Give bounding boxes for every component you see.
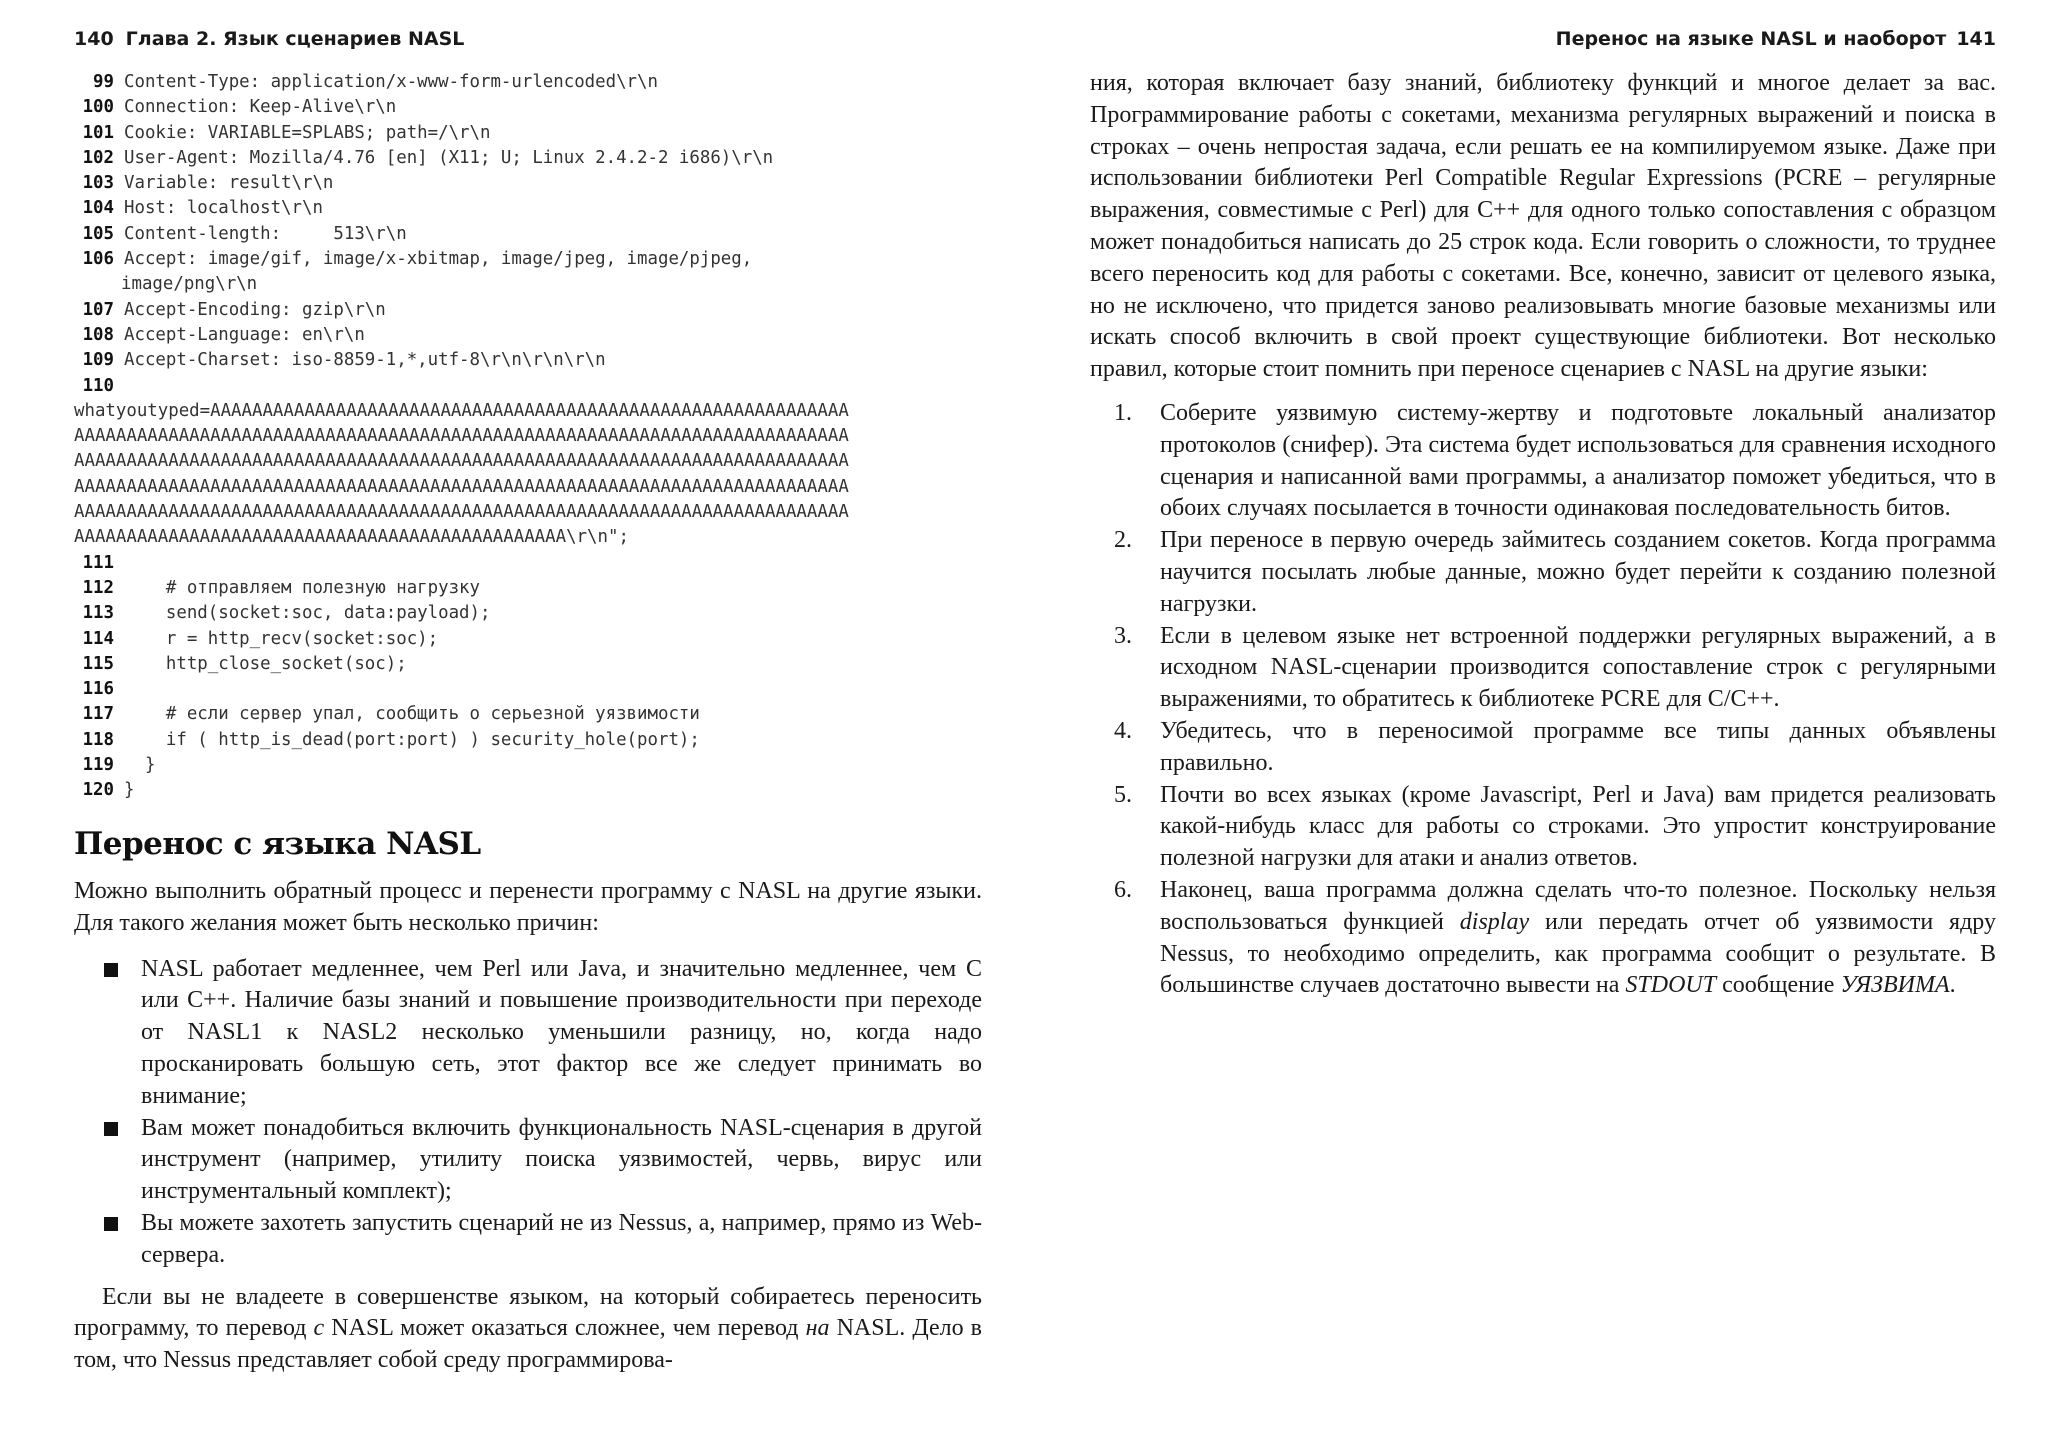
left-chapter-title: Глава 2. Язык сценариев NASL <box>125 28 465 50</box>
code-text: } <box>124 755 156 776</box>
list-item <box>74 954 982 1113</box>
code-line <box>74 702 994 727</box>
code-line <box>74 70 994 95</box>
list-item-text: Почти во всех языках (кроме Javascript, Perl и Java) вам придется реализовать какой-нибудь класс для работы со строками. Это упростит конструирование полезной нагрузки для атаки и анализ ответов. <box>1160 781 1996 872</box>
line-number: 103 <box>82 173 114 194</box>
list-item <box>1090 780 1996 875</box>
list-item <box>1090 716 1996 780</box>
right-body <box>1090 68 1996 1002</box>
line-number: 120 <box>82 780 114 801</box>
square-bullet-icon <box>104 1122 118 1136</box>
line-number: 104 <box>82 198 114 219</box>
code-line <box>74 323 994 348</box>
line-number: 99 <box>93 72 114 92</box>
list-item-text: Вам может понадобиться включить функциональность NASL-сценария в другой инструмент (например, утилиту поиска уязвимостей, червь, вирус или инструментальный комплект); <box>141 1114 982 1205</box>
code-line <box>74 348 994 373</box>
code-line: AAAAAAAAAAAAAAAAAAAAAAAAAAAAAAAAAAAAAAAAAAAAAAA\r\n"; <box>74 527 629 548</box>
list-number: 6. <box>1114 876 1132 903</box>
code-text: Accept-Encoding: gzip\r\n <box>124 299 386 320</box>
line-number: 111 <box>82 552 114 573</box>
list-item <box>1090 621 1996 716</box>
code-line: image/png\r\n <box>121 274 258 295</box>
list-item <box>1090 525 1996 620</box>
closing-paragraph <box>74 1282 982 1377</box>
line-number: 107 <box>82 299 114 320</box>
left-running-head <box>74 28 982 58</box>
code-tail <box>74 551 994 804</box>
code-line <box>74 652 994 677</box>
code-line: AAAAAAAAAAAAAAAAAAAAAAAAAAAAAAAAAAAAAAAAAAAAAAAAAAAAAAAAAAAAAAAAAAAAAAAAAA <box>74 502 849 523</box>
emphasis: на <box>805 1315 830 1342</box>
list-item-text: Убедитесь, что в переносимой программе все типы данных объявлены правильно. <box>1160 717 1996 776</box>
code-line <box>74 121 994 146</box>
emphasis: с <box>313 1315 325 1342</box>
code-text: Accept-Charset: iso-8859-1,*,utf-8\r\n\r\n\r\n <box>124 350 606 371</box>
line-number: 112 <box>82 577 114 598</box>
line-number: 117 <box>82 704 114 725</box>
left-page <box>74 0 982 1447</box>
line-number: 116 <box>82 679 114 700</box>
emphasis: STDOUT <box>1625 972 1717 999</box>
code-line <box>74 753 994 778</box>
code-text: r = http_recv(socket:soc); <box>124 628 439 649</box>
section-title: Перенос с языка NASL <box>74 826 481 862</box>
emphasis: display <box>1459 908 1530 935</box>
list-item-text: Если в целевом языке нет встроенной поддержки регулярных выражений, а в исходном NASL-сценарии производится сопоставление строк с регулярными выражениями, то обратитесь к библиотеке PCRE для C/C++. <box>1160 622 1996 713</box>
line-number: 118 <box>82 729 114 750</box>
porting-rules-list <box>1090 398 1996 1002</box>
right-page-number: 141 <box>1956 28 1996 50</box>
code-head <box>74 70 994 399</box>
code-line <box>74 551 994 576</box>
reasons-list <box>74 954 982 1272</box>
line-number: 114 <box>82 628 114 649</box>
list-item <box>1090 875 1996 1002</box>
code-payload-string <box>74 399 994 551</box>
code-text: Content-Type: application/x-www-form-urlencoded\r\n <box>124 72 658 92</box>
list-item-text: NASL работает медленнее, чем Perl или Java, и значительно медленнее, чем C или C++. Наличие базы знаний и повышение производительности при переходе от NASL1 к NASL2 несколько уменьшили разницу, но, когда надо просканировать большую сеть, этот фактор все же следует принимать во внимание; <box>141 955 982 1109</box>
code-line <box>74 374 994 399</box>
continued-paragraph: ния, которая включает базу знаний, библиотеку функций и многое делает за вас. Программирование работы с сокетами, механизма регулярных выражений и поиска в строках – очень непростая задача, если решать ее на компилируемом языке. Даже при использовании библиотеки Perl Compatible Regular Expressions (PCRE – регулярные выражения, совместимые с Perl) для C++ для одного только сопоставления с образцом может понадобиться написать до 25 строк кода. Если говорить о сложности, то труднее всего переносить код для работы с сокетами. Все, конечно, зависит от целевого языка, но не исключено, что придется заново реализовывать многие базовые механизмы или искать способ включить в свой проект существующие библиотеки. Вот несколько правил, которые стоит помнить при переносе сценариев с NASL на другие языки: <box>1090 70 1996 383</box>
code-line <box>74 601 994 626</box>
code-line <box>74 627 994 652</box>
list-item <box>74 1113 982 1208</box>
right-running-head <box>1090 28 1996 58</box>
code-line <box>74 222 994 247</box>
code-text: Host: localhost\r\n <box>124 198 323 219</box>
code-text: Variable: result\r\n <box>124 173 334 194</box>
code-line <box>74 778 994 803</box>
code-text: if ( http_is_dead(port:port) ) security_hole(port); <box>124 729 700 750</box>
code-text: # если сервер упал, сообщить о серьезной уязвимости <box>124 704 700 725</box>
list-item-text: При переносе в первую очередь займитесь созданием сокетов. Когда программа научится посылать любые данные, можно будет перейти к созданию полезной нагрузки. <box>1160 527 1996 617</box>
right-page <box>1090 0 1996 1447</box>
code-line <box>74 247 994 272</box>
code-text: Content-length: 513\r\n <box>124 223 407 244</box>
list-number: 4. <box>1114 717 1132 744</box>
line-number: 100 <box>82 97 114 118</box>
right-section-title: Перенос на языке NASL и наоборот <box>1555 28 1947 50</box>
code-text: Connection: Keep-Alive\r\n <box>124 97 397 118</box>
line-number: 102 <box>82 147 114 168</box>
text-run: сообщение <box>1716 972 1841 999</box>
intro-paragraph: Можно выполнить обратный процесс и перенести программу с NASL на другие языки. Для такого желания может быть несколько причин: <box>74 878 982 936</box>
code-text: send(socket:soc, data:payload); <box>124 603 491 624</box>
list-item-text: Вы можете захотеть запустить сценарий не из Nessus, а, например, прямо из Web-сервера. <box>141 1209 982 1268</box>
line-number: 113 <box>82 603 114 624</box>
code-line: AAAAAAAAAAAAAAAAAAAAAAAAAAAAAAAAAAAAAAAAAAAAAAAAAAAAAAAAAAAAAAAAAAAAAAAAAA <box>74 451 849 472</box>
square-bullet-icon <box>104 963 118 977</box>
text-run: NASL может оказаться сложнее, чем перевод <box>324 1315 806 1342</box>
code-line <box>74 146 994 171</box>
list-number: 2. <box>1114 527 1132 554</box>
line-number: 108 <box>82 324 114 345</box>
line-number: 101 <box>82 122 114 143</box>
code-line <box>74 728 994 753</box>
list-item <box>1090 398 1996 525</box>
code-text: User-Agent: Mozilla/4.76 [en] (X11; U; Linux 2.4.2-2 i686)\r\n <box>124 147 774 168</box>
code-line <box>74 196 994 221</box>
list-number: 3. <box>1114 622 1132 649</box>
code-line <box>74 576 994 601</box>
code-line <box>74 95 994 120</box>
left-page-number: 140 <box>74 28 114 50</box>
code-line: whatyoutyped=AAAAAAAAAAAAAAAAAAAAAAAAAAAAAAAAAAAAAAAAAAAAAAAAAAAAAAAAAAAAA <box>74 400 849 421</box>
text-run: NASL. Дело в том, что Nessus представляет собой среду программирова- <box>74 1315 983 1374</box>
list-item-text: Соберите уязвимую систему-жертву и подготовьте локальный анализатор протоколов (снифер). Эта система будет использоваться для сравнения исходного сценария и написанной вами программы, а анализатор поможет убедиться, что в обоих случаях посылается в точности одинаковая последовательность битов. <box>1160 399 1996 522</box>
line-number: 109 <box>82 350 114 371</box>
text-run: . <box>1949 972 1956 999</box>
code-line <box>74 171 994 196</box>
code-line: AAAAAAAAAAAAAAAAAAAAAAAAAAAAAAAAAAAAAAAAAAAAAAAAAAAAAAAAAAAAAAAAAAAAAAAAAA <box>74 476 849 497</box>
text-run: или передать отчет об уязвимости ядру Nessus, то необходимо определить, как программа сообщит о результате. В большинстве случаев достаточно вывести на <box>1160 908 1996 999</box>
list-number: 1. <box>1114 399 1132 426</box>
line-number: 105 <box>82 223 114 244</box>
square-bullet-icon <box>104 1217 118 1231</box>
list-item <box>74 1208 982 1272</box>
code-line <box>74 677 994 702</box>
line-number: 115 <box>82 653 114 674</box>
line-number: 119 <box>82 755 114 776</box>
code-text: Cookie: VARIABLE=SPLABS; path=/\r\n <box>124 122 491 143</box>
left-body <box>74 876 982 1377</box>
code-text: Accept: image/gif, image/x-xbitmap, image/jpeg, image/pjpeg, <box>124 249 753 270</box>
code-text: } <box>124 780 135 801</box>
code-listing <box>74 70 994 804</box>
text-run: Если вы не владеете в совершенстве языком, на который собираетесь переносить программу, то перевод <box>74 1283 982 1342</box>
code-text: Accept-Language: en\r\n <box>124 324 365 345</box>
code-line: AAAAAAAAAAAAAAAAAAAAAAAAAAAAAAAAAAAAAAAAAAAAAAAAAAAAAAAAAAAAAAAAAAAAAAAAAA <box>74 426 849 447</box>
line-number: 110 <box>82 375 114 396</box>
list-number: 5. <box>1114 781 1132 808</box>
line-number: 106 <box>82 249 114 270</box>
code-text: # отправляем полезную нагрузку <box>124 577 480 598</box>
code-text: http_close_socket(soc); <box>124 653 407 674</box>
emphasis: УЯЗВИМА <box>1840 972 1950 999</box>
text-run: Наконец, ваша программа должна сделать что-то полезное. Поскольку нельзя воспользоваться функцией <box>1160 876 1996 935</box>
code-line <box>74 298 994 323</box>
